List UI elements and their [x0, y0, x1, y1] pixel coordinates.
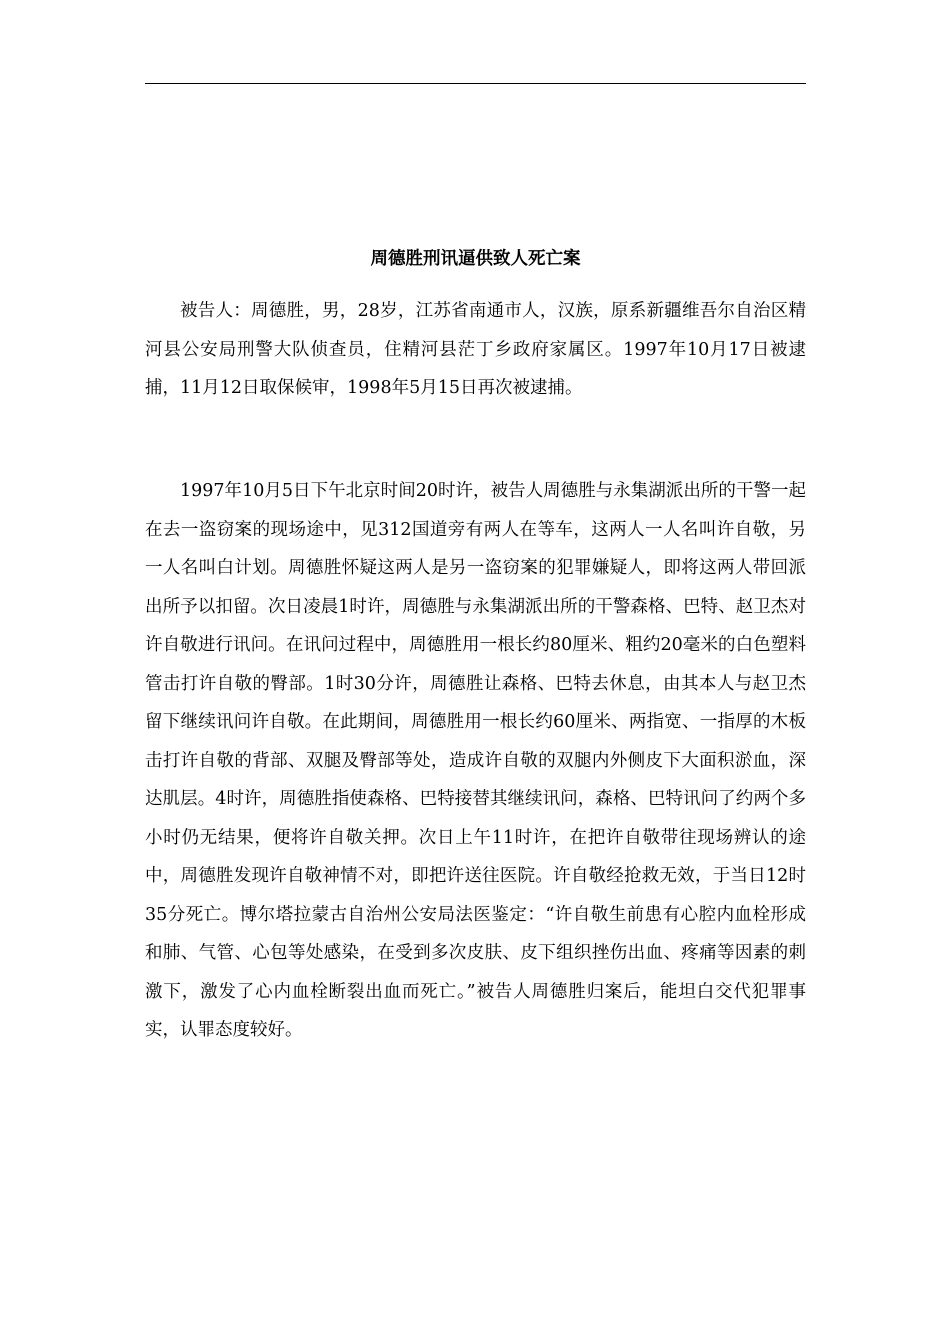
- paragraph-defendant-info: 被告人：周德胜，男，28岁，江苏省南通市人，汉族，原系新疆维吾尔自治区精河县公安局刑警大队侦查员，住精河县茫丁乡政府家属区。1997年10月17日被逮捕，11月12日取保候审，1998年5月15日再次被逮捕。: [145, 301, 806, 398]
- paragraph-case-facts: 1997年10月5日下午北京时间20时许，被告人周德胜与永集湖派出所的干警一起在去一盗窃案的现场途中，见312国道旁有两人在等车，这两人一人名叫许自敬，另一人名叫白计划。周德胜怀疑这两人是另一盗窃案的犯罪嫌疑人，即将这两人带回派出所予以扣留。次日凌晨1时许，周德胜与永集湖派出所的干警森格、巴特、赵卫杰对许自敬进行讯问。在讯问过程中，周德胜用一根长约80厘米、粗约20毫米的白色塑料管击打许自敬的臀部。1时30分许，周德胜让森格、巴特去休息，由其本人与赵卫杰留下继续讯问许自敬。在此期间，周德胜用一根长约60厘米、两指宽、一指厚的木板击打许自敬的背部、双腿及臀部等处，造成许自敬的双腿内外侧皮下大面积淤血，深达肌层。4时许，周德胜指使森格、巴特接替其继续讯问，森格、巴特讯问了约两个多小时仍无结果，便将许自敬关押。次日上午11时许，在把许自敬带往现场辨认的途中，周德胜发现许自敬神情不对，即把许送往医院。许自敬经抢救无效，于当日12时35分死亡。博尔塔拉蒙古自治州公安局法医鉴定：“许自敬生前患有心腔内血栓形成和肺、气管、心包等处感染，在受到多次皮肤、皮下组织挫伤出血、疼痛等因素的刺激下，激发了心内血栓断裂出血而死亡。”被告人周德胜归案后，能坦白交代犯罪事实，认罪态度较好。: [145, 481, 806, 1040]
- header-rule: [145, 83, 806, 84]
- document-title: 周德胜刑讯逼供致人死亡案: [370, 249, 581, 269]
